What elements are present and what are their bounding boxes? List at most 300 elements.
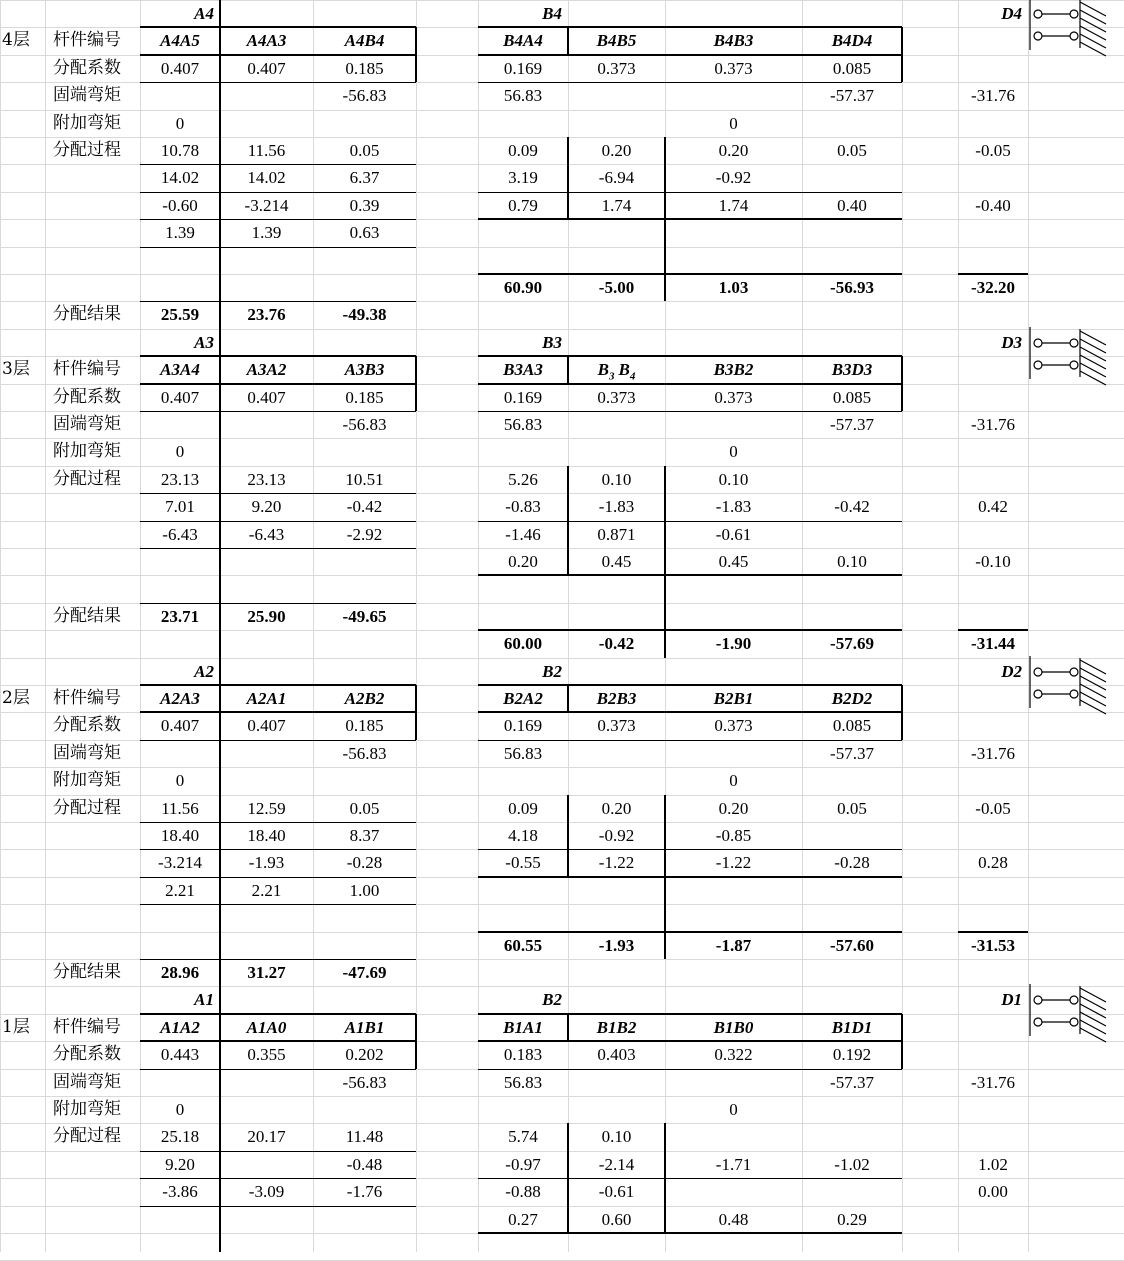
process-value: -0.83 xyxy=(505,497,541,516)
node-label-d: D3 xyxy=(1001,333,1022,352)
coef-value: 0.169 xyxy=(503,388,543,407)
process-value: -0.42 xyxy=(834,497,870,516)
process-value-d: 0.00 xyxy=(978,1182,1008,1201)
member-name: B4B5 xyxy=(596,31,637,50)
fem-value: -57.37 xyxy=(830,1073,874,1092)
coef-value: 0.443 xyxy=(160,1045,200,1064)
member-name: A2A3 xyxy=(160,689,200,708)
process-value: -1.02 xyxy=(834,1155,870,1174)
member-name: A4B4 xyxy=(344,31,385,50)
row-label-fem: 固端弯矩 xyxy=(53,1072,121,1092)
process-value: 0.05 xyxy=(349,799,380,818)
header-border-line xyxy=(478,26,902,28)
coef-value: 0.185 xyxy=(345,388,384,407)
process-value-d: -0.05 xyxy=(975,141,1011,160)
node-label-d: D4 xyxy=(1001,4,1022,23)
row-label-add: 附加弯矩 xyxy=(53,441,121,461)
process-value: -0.85 xyxy=(715,826,752,845)
node-label-b: B2 xyxy=(542,990,562,1009)
process-value-d xyxy=(958,1206,1028,1233)
member-name: A4A5 xyxy=(160,31,200,50)
row-label-proc: 分配过程 xyxy=(53,140,121,160)
process-value: -2.92 xyxy=(346,525,383,544)
process-value-d: 0.42 xyxy=(978,497,1008,516)
fixed-support-icon xyxy=(1028,656,1118,716)
member-name: B2B3 xyxy=(596,689,637,708)
node-label-d: D2 xyxy=(1001,662,1022,681)
fem-value: -56.83 xyxy=(342,744,387,763)
process-value: -0.88 xyxy=(505,1182,541,1201)
process-value: 23.13 xyxy=(160,470,200,489)
member-subscript: 4 xyxy=(629,370,636,383)
node-label-a: A2 xyxy=(194,662,214,681)
coef-value: 0.202 xyxy=(345,1045,384,1064)
process-value: 11.48 xyxy=(345,1127,384,1146)
add-moment-value: 0 xyxy=(175,1100,185,1119)
process-value xyxy=(220,1151,313,1178)
member-divider-line xyxy=(664,575,666,658)
process-value: 0.27 xyxy=(508,1210,538,1229)
process-value: -0.92 xyxy=(715,168,752,187)
member-name: A1A2 xyxy=(160,1018,200,1037)
process-value-d xyxy=(958,164,1028,191)
process-value: 23.13 xyxy=(247,470,286,489)
member-name: A4A3 xyxy=(246,31,287,50)
coef-value: 0.373 xyxy=(714,59,753,78)
process-value: -0.42 xyxy=(346,497,383,516)
node-label-a: A4 xyxy=(194,4,214,23)
member-divider-line xyxy=(664,795,666,877)
process-value: 1.00 xyxy=(349,881,380,900)
header-border-line xyxy=(478,1013,902,1015)
coef-value: 0.373 xyxy=(597,388,636,407)
process-border-line xyxy=(478,1232,902,1234)
fem-value: -56.83 xyxy=(342,86,387,105)
add-moment-value: 0 xyxy=(729,114,738,133)
process-value: 6.37 xyxy=(349,168,380,187)
process-border-line xyxy=(478,521,902,522)
row-label-proc: 分配过程 xyxy=(53,1126,121,1146)
process-value: 25.18 xyxy=(160,1127,200,1146)
result-value: 28.96 xyxy=(160,963,200,982)
total-value-d: -31.53 xyxy=(971,936,1015,955)
process-value: 4.18 xyxy=(508,826,538,845)
process-value: -0.28 xyxy=(346,853,383,872)
node-label-a: A3 xyxy=(194,333,214,352)
process-value: -3.09 xyxy=(248,1182,285,1201)
fem-value: 56.83 xyxy=(503,415,543,434)
process-value: 7.01 xyxy=(165,497,195,516)
add-moment-value: 0 xyxy=(175,114,185,133)
process-value: 14.02 xyxy=(160,168,200,187)
process-value: 5.74 xyxy=(508,1127,538,1146)
process-value: 1.39 xyxy=(251,223,282,242)
total-value: -5.00 xyxy=(598,278,635,297)
row-label-add: 附加弯矩 xyxy=(53,770,121,790)
process-value: 0.09 xyxy=(508,141,538,160)
coef-value: 0.322 xyxy=(714,1045,753,1064)
process-value xyxy=(802,1123,902,1150)
fem-value: -31.76 xyxy=(971,1073,1015,1092)
result-value: 23.76 xyxy=(247,305,286,324)
total-border-line xyxy=(478,629,902,631)
result-value: -49.38 xyxy=(342,305,387,324)
process-border-line xyxy=(140,247,416,248)
header-border-line xyxy=(140,684,416,686)
fem-value: 56.83 xyxy=(503,1073,543,1092)
coef-value: 0.085 xyxy=(832,716,872,735)
coef-value: 0.169 xyxy=(503,59,543,78)
grid-column-line xyxy=(0,0,1,1252)
total-border-line xyxy=(478,273,902,275)
process-value: 1.74 xyxy=(601,196,632,215)
process-value: 5.26 xyxy=(508,470,538,489)
process-border-line xyxy=(478,849,902,850)
process-border-line xyxy=(478,876,902,878)
process-value: 0.20 xyxy=(718,141,749,160)
process-border-line xyxy=(478,218,902,220)
coef-value: 0.373 xyxy=(597,716,636,735)
row-label-result: 分配结果 xyxy=(53,606,121,626)
process-border-line xyxy=(478,574,902,576)
process-value: 0.10 xyxy=(718,470,749,489)
process-value: 0.20 xyxy=(718,799,749,818)
member-divider-line xyxy=(567,27,569,55)
row-label-fem: 固端弯矩 xyxy=(53,414,121,434)
process-value: -6.94 xyxy=(598,168,635,187)
total-border-line xyxy=(958,273,1028,275)
total-value: -0.42 xyxy=(598,634,635,653)
row-label-fem: 固端弯矩 xyxy=(53,85,121,105)
member-name: B3D3 xyxy=(831,360,873,379)
result-border-line xyxy=(140,959,416,960)
member-divider-line xyxy=(567,356,569,384)
process-value-d: 1.02 xyxy=(978,1155,1008,1174)
member-name-part: B xyxy=(597,360,609,379)
process-value: 1.39 xyxy=(165,223,195,242)
process-value: -0.61 xyxy=(598,1182,635,1201)
coef-value: 0.192 xyxy=(832,1045,872,1064)
process-value: 20.17 xyxy=(247,1127,286,1146)
total-value: 60.00 xyxy=(503,634,543,653)
process-value: 0.10 xyxy=(601,470,632,489)
member-name: B1B2 xyxy=(596,1018,637,1037)
total-border-line xyxy=(958,931,1028,933)
member-name: B2A2 xyxy=(503,689,543,708)
process-value: 0.79 xyxy=(508,196,538,215)
process-value: 0.63 xyxy=(349,223,380,242)
fem-value: -31.76 xyxy=(971,744,1015,763)
grid-column-line xyxy=(45,0,46,1252)
total-value: -56.93 xyxy=(830,278,874,297)
process-value: 0.05 xyxy=(837,799,867,818)
floor-label: 2层 xyxy=(2,688,30,708)
process-value: 0.05 xyxy=(837,141,867,160)
process-value xyxy=(802,164,902,191)
process-value: -3.214 xyxy=(158,853,202,872)
process-value: 0.871 xyxy=(597,525,636,544)
total-border-line xyxy=(958,629,1028,631)
fixed-support-icon xyxy=(1028,327,1118,387)
result-value: 25.59 xyxy=(160,305,200,324)
process-value: 11.56 xyxy=(161,799,199,818)
process-value: 0.05 xyxy=(349,141,380,160)
coef-value: 0.355 xyxy=(247,1045,286,1064)
process-value: -3.86 xyxy=(162,1182,198,1201)
process-value: 18.40 xyxy=(247,826,286,845)
member-name: A3B3 xyxy=(344,360,385,379)
process-value xyxy=(802,822,902,849)
row-label-coef: 分配系数 xyxy=(53,387,121,407)
process-value: 14.02 xyxy=(247,168,286,187)
fem-value: -57.37 xyxy=(830,744,874,763)
fem-value: -57.37 xyxy=(830,415,874,434)
header-border-line xyxy=(140,355,416,357)
coef-value: 0.407 xyxy=(247,59,286,78)
member-name: B4D4 xyxy=(831,31,873,50)
process-value: -3.214 xyxy=(244,196,289,215)
process-value xyxy=(665,1178,802,1205)
total-value: 60.55 xyxy=(503,936,543,955)
process-value xyxy=(802,1178,902,1205)
coef-value: 0.183 xyxy=(503,1045,543,1064)
total-value-d: -31.44 xyxy=(971,634,1015,653)
row-label-result: 分配结果 xyxy=(53,962,121,982)
process-value: -6.43 xyxy=(248,525,285,544)
process-value: 0.45 xyxy=(718,552,749,571)
member-name: A1A0 xyxy=(246,1018,287,1037)
row-label-member: 杆件编号 xyxy=(53,359,121,379)
total-value: -1.87 xyxy=(715,936,752,955)
result-value: 23.71 xyxy=(160,607,200,626)
row-label-fem: 固端弯矩 xyxy=(53,743,121,763)
member-name: B1D1 xyxy=(831,1018,873,1037)
coef-value: 0.373 xyxy=(597,59,636,78)
member-name: B4B3 xyxy=(713,31,754,50)
row-label-result: 分配结果 xyxy=(53,304,121,324)
process-value: -0.97 xyxy=(505,1155,541,1174)
member-name: A3A4 xyxy=(160,360,200,379)
row-label-coef: 分配系数 xyxy=(53,715,121,735)
process-value: 2.21 xyxy=(251,881,282,900)
add-moment-value: 0 xyxy=(729,771,738,790)
process-value: -1.71 xyxy=(715,1155,752,1174)
total-value: -57.60 xyxy=(830,936,874,955)
process-value: -0.60 xyxy=(162,196,198,215)
process-value: 1.74 xyxy=(718,196,749,215)
member-divider-line xyxy=(567,1014,569,1041)
row-label-coef: 分配系数 xyxy=(53,1044,121,1064)
process-value: 0.20 xyxy=(508,552,538,571)
process-value-d: 0.28 xyxy=(978,853,1008,872)
process-value-d: -0.05 xyxy=(975,799,1011,818)
process-value-d: -0.40 xyxy=(975,196,1011,215)
total-value: -1.93 xyxy=(598,936,635,955)
member-name: A1B1 xyxy=(344,1018,385,1037)
total-value: -57.69 xyxy=(830,634,874,653)
node-label-b: B2 xyxy=(542,662,562,681)
process-value: -6.43 xyxy=(162,525,198,544)
row-label-add: 附加弯矩 xyxy=(53,1099,121,1119)
process-value: -1.93 xyxy=(248,853,285,872)
floor-label: 1层 xyxy=(2,1017,30,1037)
fem-value: 56.83 xyxy=(503,86,543,105)
process-value: -0.92 xyxy=(598,826,635,845)
process-border-line xyxy=(140,904,416,905)
member-name: B3B2 xyxy=(713,360,754,379)
process-value: -1.46 xyxy=(505,525,541,544)
process-value-d xyxy=(958,1123,1028,1150)
process-value: 0.20 xyxy=(601,141,632,160)
process-value: 0.39 xyxy=(349,196,380,215)
process-value: -0.61 xyxy=(715,525,752,544)
process-value: 0.20 xyxy=(601,799,632,818)
fem-value: -57.37 xyxy=(830,86,874,105)
process-value: 0.29 xyxy=(837,1210,867,1229)
member-divider-line xyxy=(664,877,666,959)
member-name: B1B0 xyxy=(713,1018,754,1037)
total-value: 1.03 xyxy=(718,278,749,297)
process-value: -1.83 xyxy=(715,497,752,516)
process-value: 9.20 xyxy=(251,497,282,516)
process-value: 18.40 xyxy=(160,826,200,845)
row-label-proc: 分配过程 xyxy=(53,469,121,489)
total-value: -1.90 xyxy=(715,634,752,653)
process-value-d xyxy=(958,466,1028,493)
process-value: 0.10 xyxy=(837,552,867,571)
process-value: -1.22 xyxy=(598,853,635,872)
member-name: B1A1 xyxy=(503,1018,543,1037)
process-value: 12.59 xyxy=(247,799,286,818)
coef-value: 0.373 xyxy=(714,388,753,407)
total-border-line xyxy=(478,931,902,933)
fem-value: 56.83 xyxy=(503,744,543,763)
node-label-a: A1 xyxy=(194,990,214,1009)
member-name: A2A1 xyxy=(246,689,287,708)
member-divider-line xyxy=(664,466,666,575)
process-value: 8.37 xyxy=(349,826,380,845)
header-border-line xyxy=(140,1013,416,1015)
member-divider-line xyxy=(664,1123,666,1233)
process-value: 9.20 xyxy=(165,1155,195,1174)
member-name: B2B1 xyxy=(713,689,754,708)
coef-value: 0.407 xyxy=(160,716,200,735)
add-moment-value: 0 xyxy=(175,771,185,790)
process-value: 0.48 xyxy=(718,1210,749,1229)
add-moment-value: 0 xyxy=(729,1100,738,1119)
fem-value: -56.83 xyxy=(342,1073,387,1092)
process-border-line xyxy=(478,192,902,193)
result-value: -49.65 xyxy=(342,607,387,626)
process-value: 11.56 xyxy=(247,141,286,160)
member-divider-line xyxy=(567,1123,569,1233)
result-border-line xyxy=(140,603,416,604)
header-border-line xyxy=(140,26,416,28)
member-name: A2B2 xyxy=(344,689,385,708)
process-value: -0.55 xyxy=(505,853,541,872)
member-name: B3A3 xyxy=(503,360,543,379)
node-label-d: D1 xyxy=(1001,990,1022,1009)
member-divider-line xyxy=(664,219,666,301)
process-value: 3.19 xyxy=(508,168,538,187)
member-subscript: 3 xyxy=(609,370,615,383)
header-border-line xyxy=(478,684,902,686)
member-name-part: B xyxy=(618,360,630,379)
header-border-line xyxy=(478,355,902,357)
coef-value: 0.407 xyxy=(247,716,286,735)
member-name xyxy=(568,356,665,383)
process-border-line xyxy=(478,1178,902,1179)
member-name: B2D2 xyxy=(831,689,873,708)
coef-value: 0.085 xyxy=(832,388,872,407)
add-moment-value: 0 xyxy=(175,442,185,461)
process-value: -0.48 xyxy=(346,1155,383,1174)
process-value: 0.60 xyxy=(601,1210,632,1229)
coef-value: 0.185 xyxy=(345,716,384,735)
coef-value: 0.403 xyxy=(597,1045,636,1064)
grid-column-line xyxy=(1028,0,1029,1252)
floor-label: 3层 xyxy=(2,359,30,379)
member-name: A3A2 xyxy=(246,360,287,379)
process-value: 0.40 xyxy=(837,196,867,215)
member-divider-line xyxy=(567,466,569,575)
process-value: -2.14 xyxy=(598,1155,635,1174)
coef-value: 0.407 xyxy=(247,388,286,407)
process-value: 0.09 xyxy=(508,799,538,818)
row-label-member: 杆件编号 xyxy=(53,1017,121,1037)
row-label-member: 杆件编号 xyxy=(53,30,121,50)
coef-value: 0.407 xyxy=(160,59,200,78)
fem-value: -56.83 xyxy=(342,415,387,434)
fixed-support-icon xyxy=(1028,0,1118,58)
process-value: -1.22 xyxy=(715,853,752,872)
total-value: 60.90 xyxy=(503,278,543,297)
result-value: 31.27 xyxy=(247,963,286,982)
coef-value: 0.085 xyxy=(832,59,872,78)
add-moment-value: 0 xyxy=(729,442,738,461)
fem-value: -31.76 xyxy=(971,86,1015,105)
row-label-member: 杆件编号 xyxy=(53,688,121,708)
coef-value: 0.185 xyxy=(345,59,384,78)
process-value: 0.45 xyxy=(601,552,632,571)
row-label-proc: 分配过程 xyxy=(53,798,121,818)
process-value xyxy=(802,466,902,493)
process-value xyxy=(802,521,902,548)
process-value: 10.51 xyxy=(345,470,384,489)
process-value: -1.76 xyxy=(346,1182,383,1201)
process-value-d xyxy=(958,521,1028,548)
process-value: -1.83 xyxy=(598,497,635,516)
coef-value: 0.407 xyxy=(160,388,200,407)
process-value: -0.28 xyxy=(834,853,870,872)
row-label-add: 附加弯矩 xyxy=(53,113,121,133)
process-border-line xyxy=(140,1206,416,1207)
member-divider-line xyxy=(664,137,666,219)
result-border-line xyxy=(140,301,416,302)
coef-value: 0.373 xyxy=(714,716,753,735)
process-value-d: -0.10 xyxy=(975,552,1011,571)
member-divider-line xyxy=(567,795,569,877)
process-value-d xyxy=(958,822,1028,849)
row-label-coef: 分配系数 xyxy=(53,58,121,78)
process-value xyxy=(665,1123,802,1150)
floor-label: 4层 xyxy=(2,30,30,50)
result-value: -47.69 xyxy=(342,963,387,982)
member-divider-line xyxy=(567,685,569,712)
total-value-d: -32.20 xyxy=(971,278,1015,297)
process-value: 0.10 xyxy=(601,1127,632,1146)
fem-value: -31.76 xyxy=(971,415,1015,434)
